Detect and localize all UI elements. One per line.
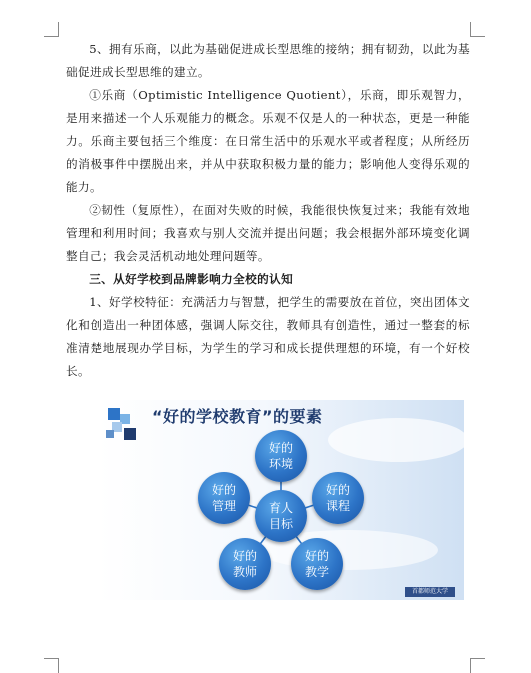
section-heading: 三、从好学校到品牌影响力全校的认知	[89, 272, 294, 286]
crop-mark-top-left	[44, 22, 59, 37]
diagram-title: “好的学校教育”的要素	[152, 407, 323, 426]
node-teachers: 好的教师	[219, 538, 271, 590]
paragraph-good-school: 1、好学校特征：充满活力与智慧，把学生的需要放在首位，突出团体文化和创造出一种团体感，强调人际交往，教师具有创造性，通过一整套的标准清楚地展现办学目标，为学生的学习和成长提供理想的环境，有一个好校长。	[66, 295, 470, 378]
university-stamp: 首都师范大学	[405, 587, 455, 597]
node-environment: 好的环境	[255, 430, 307, 482]
paragraph-resilience: ②韧性（复原性），在面对失败的时候，我能很快恢复过来；我能有效地管理和利用时间；我喜欢与别人交流并提出问题；我会根据外部环境变化调整自己；我会灵活机动地处理问题等。	[66, 203, 470, 263]
body-text	[66, 38, 470, 383]
crop-mark-bottom-left	[44, 658, 59, 673]
crop-mark-bottom-right	[470, 658, 485, 673]
node-teaching: 好的教学	[291, 538, 343, 590]
node-management: 好的管理	[198, 472, 250, 524]
school-elements-diagram	[98, 400, 464, 600]
node-curriculum: 好的课程	[312, 472, 364, 524]
center-node: 育人目标	[255, 490, 307, 542]
paragraph-optimistic-iq: ①乐商（Optimistic Intelligence Quotient），乐商，即乐观智力，是用来描述一个人乐观能力的概念。乐观不仅是人的一种状态，更是一种能力。乐商主要包括三个维度：在日常生活中的乐观水平或者程度；从所经历的消极事件中摆脱出来，并从中获取积极力量的能力；影响他人变得乐观的能力。	[66, 88, 470, 194]
paragraph-leshang-renjin: 5、拥有乐商，以此为基础促进成长型思维的接纳；拥有韧劲，以此为基础促进成长型思维的建立。	[66, 42, 470, 79]
crop-mark-top-right	[470, 22, 485, 37]
